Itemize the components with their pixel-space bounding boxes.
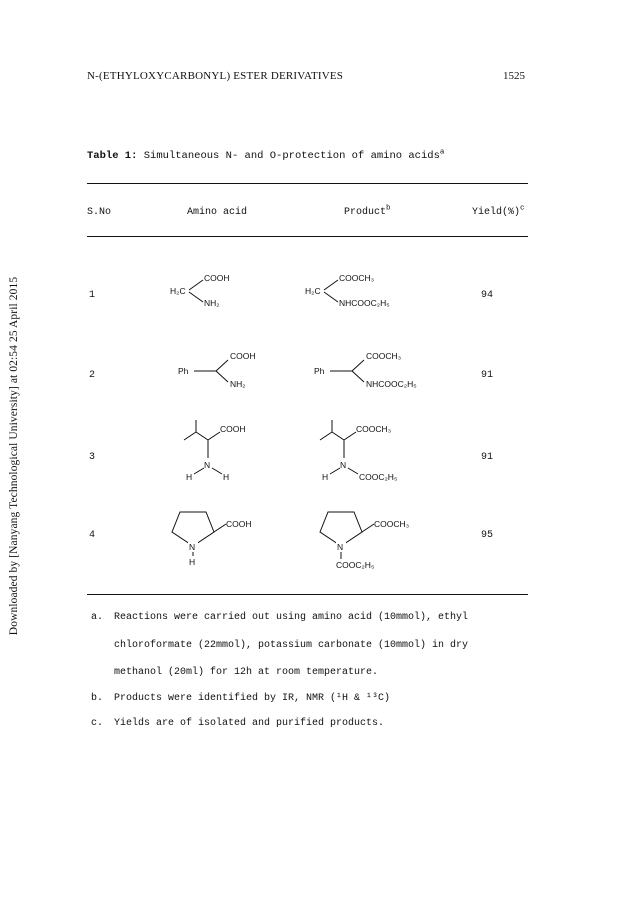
row3-product-right: COOC₂H₅: [359, 472, 398, 482]
row4-product-sub: COOCH₃: [374, 519, 410, 529]
row3-product-h-left: H: [322, 472, 329, 482]
table-caption-label: Table 1:: [87, 150, 138, 162]
row1-product-structure: [305, 268, 425, 323]
row3-reactant-h-left: H: [186, 472, 193, 482]
header-product-sup: b: [386, 204, 391, 213]
row2-reactant-left: Ph: [178, 366, 189, 376]
footnote-a-mark: a.: [91, 612, 104, 623]
row1-reactant-bottom: NH₂: [204, 298, 220, 308]
row4-product-n: N: [337, 542, 344, 552]
running-head: N-(ETHYLOXYCARBONYL) ESTER DERIVATIVES: [87, 70, 344, 82]
row1-amino-acid-structure: [170, 268, 270, 323]
row3-amino-acid-structure: [176, 416, 286, 491]
table-header-rule: [87, 236, 528, 237]
row4-reactant-sub: COOH: [226, 519, 252, 529]
row1-product-top: COOCH₃: [339, 273, 375, 283]
row3-yield: 91: [481, 452, 494, 463]
row2-product-top: COOCH₃: [366, 351, 402, 361]
table-top-rule: [87, 183, 528, 184]
header-yield-label: Yield(%): [472, 207, 521, 218]
header-yield-sup: c: [520, 204, 525, 213]
header-amino-acid: Amino acid: [187, 207, 248, 218]
row2-reactant-top: COOH: [230, 351, 256, 361]
footnote-b-mark: b.: [91, 693, 104, 704]
row4-reactant-n: N: [189, 542, 196, 552]
row2-sno: 2: [89, 370, 96, 381]
table-caption-sup: a: [439, 148, 445, 157]
footnote-c-line1: Yields are of isolated and purified products.: [114, 718, 385, 729]
footnote-a-line1: Reactions were carried out using amino acid (10mmol), ethyl: [114, 612, 469, 623]
row4-yield: 95: [481, 530, 494, 541]
row4-reactant-below: H: [189, 557, 196, 567]
table-caption: [87, 150, 444, 162]
row3-reactant-n: N: [204, 460, 211, 470]
row3-sno: 3: [89, 452, 96, 463]
row2-yield: 91: [481, 370, 494, 381]
row1-product-bottom: NHCOOC₂H₅: [339, 298, 390, 308]
header-sno: S.No: [87, 207, 112, 218]
table-caption-text: Simultaneous N- and O-protection of amino acids: [143, 150, 440, 162]
footnote-b-line1: Products were identified by IR, NMR (¹H & ¹³C): [114, 693, 391, 704]
header-yield: [472, 204, 525, 218]
row3-reactant-top: COOH: [220, 424, 246, 434]
row1-reactant-top: COOH: [204, 273, 230, 283]
footnote-a-line3: methanol (20ml) for 12h at room temperature.: [114, 667, 379, 678]
row1-product-left: H₂C: [305, 286, 321, 296]
row2-reactant-bottom: NH₂: [230, 379, 246, 389]
row2-product-left: Ph: [314, 366, 325, 376]
row4-amino-acid-structure: [170, 504, 280, 579]
download-watermark: Downloaded by [Nanyang Technological University] at 02:54 25 April 2015: [8, 276, 20, 636]
row3-product-n: N: [340, 460, 347, 470]
row3-product-top: COOCH₃: [356, 424, 392, 434]
row2-product-structure: [314, 348, 434, 403]
page-number: 1525: [503, 70, 525, 82]
row4-sno: 4: [89, 530, 96, 541]
footnote-a-line2: chloroformate (22mmol), potassium carbonate (10mmol) in dry: [114, 640, 469, 651]
row2-amino-acid-structure: [178, 348, 278, 403]
row3-reactant-h-right: H: [223, 472, 230, 482]
table-bottom-rule: [87, 594, 528, 595]
header-product-label: Product: [344, 207, 387, 218]
footnote-c-mark: c.: [91, 718, 104, 729]
row1-sno: 1: [89, 290, 96, 301]
row2-product-bottom: NHCOOC₂H₅: [366, 379, 417, 389]
row1-reactant-left: H₂C: [170, 286, 186, 296]
header-product: [344, 204, 391, 218]
row1-yield: 94: [481, 290, 494, 301]
row4-product-structure: [318, 504, 438, 585]
row4-product-below: COOC₂H₅: [336, 560, 375, 570]
row3-product-structure: [312, 416, 432, 491]
